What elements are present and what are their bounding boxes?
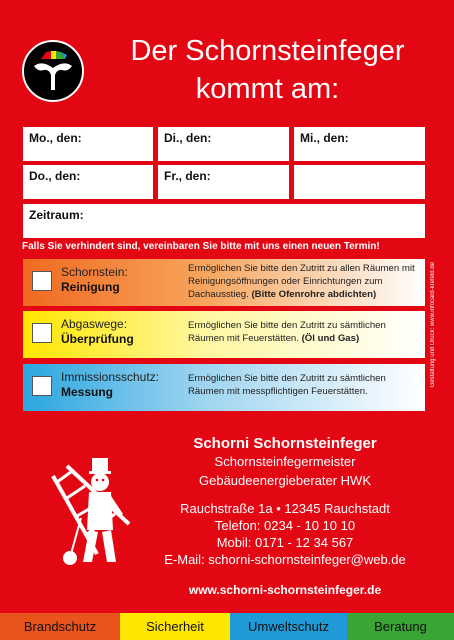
service-desc-bold: (Öl und Gas) — [301, 333, 360, 344]
page-title — [95, 32, 440, 108]
service-desc-text: Ermöglichen Sie bitte den Zutritt zu allen Räumen mit Reinigungsöffnungen oder Einrichtungen zum Dachausstieg. — [188, 263, 415, 300]
guild-logo — [22, 40, 84, 102]
service-row-flue — [23, 311, 425, 358]
service-desc-bold: (Bitte Ofenrohre abdichten) — [251, 289, 377, 300]
service-description — [188, 262, 423, 301]
tuesday-field[interactable] — [158, 127, 289, 161]
wednesday-field[interactable] — [294, 127, 425, 161]
footer-label: Umweltschutz — [248, 619, 329, 634]
wednesday-label: Mi., den: — [300, 131, 349, 145]
service-title: Immissionsschutz: — [61, 370, 160, 384]
reschedule-notice: Falls Sie verhindert sind, vereinbaren Sie bitte mit uns einen neuen Termin! — [22, 241, 380, 252]
chimney-sweep-icon — [45, 458, 135, 568]
company-address: Rauchstraße 1a • 12345 Rauchstadt — [180, 501, 390, 516]
period-field[interactable] — [23, 204, 425, 238]
service-description — [188, 372, 423, 398]
company-email[interactable]: E-Mail: schorni-schornsteinfeger@web.de — [164, 552, 406, 567]
company-mobile: Mobil: 0171 - 12 34 567 — [216, 535, 354, 550]
tuesday-label: Di., den: — [164, 131, 212, 145]
flue-checkbox[interactable] — [32, 323, 52, 343]
company-line-2: Gebäudeenergieberater HWK — [199, 473, 371, 488]
company-name: Schorni Schornsteinfeger — [193, 435, 377, 452]
service-title: Abgaswege: — [61, 317, 128, 331]
chimney-checkbox[interactable] — [32, 271, 52, 291]
service-subtitle: Überprüfung — [61, 332, 134, 346]
extra-day-field[interactable] — [294, 165, 425, 199]
title-line-2: kommt am: — [195, 73, 340, 105]
emission-checkbox[interactable] — [32, 376, 52, 396]
print-credit: Gestaltung und Druck: www.infocard-krefeld.de — [430, 262, 436, 388]
footer-label: Sicherheit — [146, 619, 204, 634]
service-desc-text: Ermöglichen Sie bitte den Zutritt zu sämtlichen Räumen mit messpflichtigen Feuerstätten. — [188, 373, 386, 397]
service-description — [188, 319, 423, 345]
service-subtitle: Reinigung — [61, 280, 120, 294]
company-line-1: Schornsteinfegermeister — [214, 454, 356, 469]
footer-sicherheit — [120, 613, 230, 640]
title-line-1: Der Schornsteinfeger — [130, 35, 405, 67]
company-phone: Telefon: 0234 - 10 10 10 — [214, 518, 356, 533]
footer-label: Brandschutz — [23, 619, 97, 634]
service-title: Schornstein: — [61, 265, 128, 279]
service-row-chimney — [23, 259, 425, 306]
service-subtitle: Messung — [61, 385, 114, 399]
period-label: Zeitraum: — [29, 208, 84, 222]
thursday-label: Do., den: — [29, 169, 81, 183]
footer-label: Beratung — [374, 619, 427, 634]
friday-field[interactable] — [158, 165, 289, 199]
footer-umweltschutz — [230, 613, 347, 640]
friday-label: Fr., den: — [164, 169, 211, 183]
company-website[interactable]: www.schorni-schornsteinfeger.de — [188, 583, 382, 597]
chimney-sweep-guild-icon — [24, 42, 82, 100]
service-row-emission — [23, 364, 425, 411]
monday-field[interactable] — [23, 127, 153, 161]
thursday-field[interactable] — [23, 165, 153, 199]
service-desc-text: Ermöglichen Sie bitte den Zutritt zu sämtlichen Räumen mit Feuerstätten. — [188, 320, 386, 344]
footer-beratung — [347, 613, 454, 640]
monday-label: Mo., den: — [29, 131, 82, 145]
footer-brandschutz — [0, 613, 120, 640]
